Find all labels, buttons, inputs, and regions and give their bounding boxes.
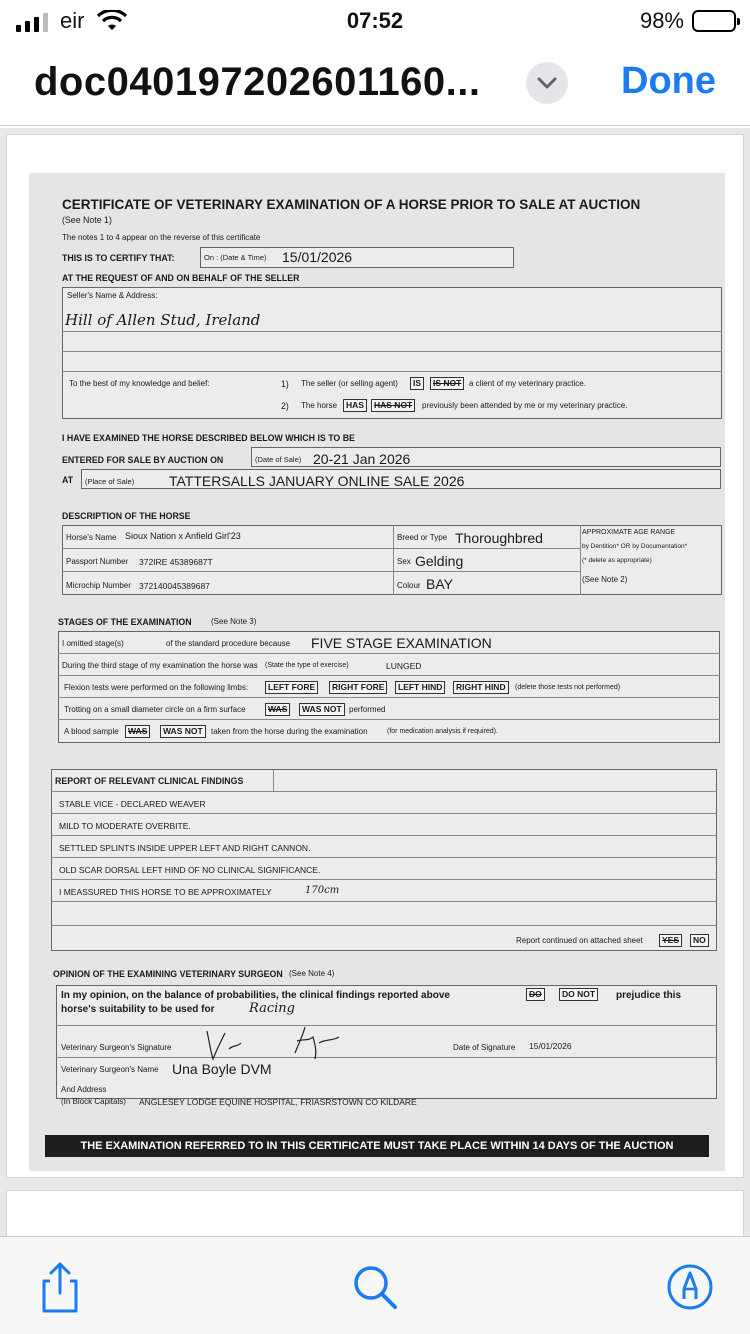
divider	[393, 525, 394, 595]
findings-heading: REPORT OF RELEVANT CLINICAL FINDINGS	[55, 776, 244, 786]
divider	[51, 879, 717, 880]
passport-label: Passport Number	[66, 557, 129, 566]
signature-image	[199, 1019, 349, 1063]
address-value: ANGLESEY LODGE EQUINE HOSPITAL, FRIASRSTOWN CO KILDARE	[139, 1097, 417, 1107]
sex-label: Sex	[397, 557, 411, 566]
divider	[58, 653, 720, 654]
colour-label: Colour	[397, 581, 421, 590]
seller-value: Hill of Allen Stud, Ireland	[65, 311, 261, 329]
description-heading: DESCRIPTION OF THE HORSE	[62, 511, 191, 521]
divider	[62, 331, 722, 332]
document-title: doc040197202601160...	[34, 60, 481, 104]
do-not-option: DO NOT	[559, 988, 598, 1001]
certificate-title: CERTIFICATE OF VETERINARY EXAMINATION OF A HORSE PRIOR TO SALE AT AUCTION	[62, 197, 641, 212]
certificate	[29, 173, 725, 1171]
omitted-label: of the standard procedure because	[166, 639, 291, 648]
scanned-certificate	[29, 173, 725, 1171]
horse-name-value: Sioux Nation x Anfield Girl'23	[125, 531, 241, 541]
knowledge-number: 1)	[281, 379, 289, 389]
breed-label: Breed or Type	[397, 533, 448, 542]
markup-button[interactable]	[662, 1259, 718, 1315]
divider	[56, 1057, 717, 1058]
done-button[interactable]: Done	[621, 60, 716, 102]
knowledge-text: a client of my veterinary practice.	[469, 379, 586, 388]
trot-was-not: WAS NOT	[299, 703, 345, 716]
date-of-sale-label: (Date of Sale)	[255, 455, 302, 464]
is-not-option-struck: IS NOT	[430, 377, 464, 390]
knowledge-number: 2)	[281, 401, 289, 411]
vet-name-label: Veterinary Surgeon's Name	[61, 1065, 159, 1074]
divider	[51, 813, 717, 814]
clock: 07:52	[346, 8, 404, 33]
yes-option-struck: YES	[659, 934, 682, 947]
address-label: (In Block Capitals)	[61, 1097, 126, 1106]
blood-was-not: WAS NOT	[160, 725, 206, 738]
on-date-value: 15/01/2026	[282, 249, 353, 265]
date-signature-label: Date of Signature	[453, 1043, 516, 1052]
address-label: And Address	[61, 1085, 107, 1094]
age-range-text: (See Note 2)	[582, 575, 628, 584]
divider	[62, 548, 580, 549]
breed-value: Thoroughbred	[455, 530, 543, 546]
blood-note: (for medication analysis if required).	[387, 728, 498, 735]
blood-end: taken from the horse during the examination	[211, 727, 368, 736]
divider	[273, 769, 274, 791]
finding-line: MILD TO MODERATE OVERBITE.	[59, 821, 191, 831]
divider	[580, 525, 581, 595]
has-option: HAS	[343, 399, 367, 412]
carrier-name: eir	[60, 8, 85, 33]
omitted-label: I omitted stage(s)	[62, 639, 124, 648]
examined-heading: I HAVE EXAMINED THE HORSE DESCRIBED BELOW WHICH IS TO BE	[62, 433, 355, 443]
divider	[51, 857, 717, 858]
divider	[56, 1025, 717, 1026]
search-icon	[347, 1259, 403, 1315]
divider	[58, 719, 720, 720]
knowledge-text: The horse	[301, 401, 338, 410]
at-label: AT	[62, 475, 74, 485]
document-page	[6, 134, 744, 1178]
divider	[51, 901, 717, 902]
colour-value: BAY	[426, 576, 453, 592]
divider	[58, 675, 720, 676]
trot-end: performed	[349, 705, 386, 714]
finding-line: I MEASSURED THIS HORSE TO BE APPROXIMATELY	[59, 887, 272, 897]
certify-label: THIS IS TO CERTIFY THAT:	[62, 253, 175, 263]
age-range-text: (* delete as appropriate)	[582, 557, 652, 564]
note-ref: (See Note 4)	[289, 969, 335, 978]
chevron-down-icon	[537, 77, 557, 89]
trot-label: Trotting on a small diameter circle on a firm surface	[64, 705, 246, 714]
bottom-toolbar	[0, 1236, 750, 1334]
place-label: (Place of Sale)	[85, 477, 135, 486]
report-continued: Report continued on attached sheet	[516, 936, 643, 945]
blood-was-struck: WAS	[125, 725, 150, 738]
note-ref: (See Note 3)	[211, 617, 257, 626]
findings-box	[51, 769, 717, 951]
status-bar	[0, 0, 750, 42]
navigation-bar	[0, 44, 750, 126]
knowledge-text: previously been attended by me or my veterinary practice.	[422, 401, 628, 410]
age-range-text: by Dentition* OR by Documentation*	[582, 543, 688, 550]
footer-banner: THE EXAMINATION REFERRED TO IN THIS CERTIFICATE MUST TAKE PLACE WITHIN 14 DAYS OF THE AUCTION	[45, 1135, 709, 1157]
divider	[51, 835, 717, 836]
has-not-option-struck: HAS NOT	[371, 399, 415, 412]
notes-line: The notes 1 to 4 appear on the reverse of this certificate	[62, 233, 261, 242]
date-signature-value: 15/01/2026	[529, 1041, 572, 1051]
divider	[51, 925, 717, 926]
note-ref: (See Note 1)	[62, 215, 112, 225]
markup-icon	[662, 1259, 718, 1315]
divider	[51, 791, 717, 792]
vet-name-value: Una Boyle DVM	[172, 1061, 272, 1077]
flexion-left-fore: LEFT FORE	[265, 681, 318, 694]
sex-value: Gelding	[415, 553, 464, 569]
passport-value: 372IRE 45389687T	[139, 557, 213, 567]
blood-label: A blood sample	[64, 727, 119, 736]
omitted-value: FIVE STAGE EXAMINATION	[311, 635, 492, 651]
finding-line: SETTLED SPLINTS INSIDE UPPER LEFT AND RIGHT CANNON.	[59, 843, 311, 853]
divider	[62, 351, 722, 352]
flexion-left-hind: LEFT HIND	[395, 681, 445, 694]
trot-was-struck: WAS	[265, 703, 290, 716]
knowledge-label: To the best of my knowledge and belief:	[69, 379, 210, 388]
microchip-label: Microchip Number	[66, 581, 131, 590]
flexion-right-fore: RIGHT FORE	[329, 681, 387, 694]
divider	[62, 371, 722, 372]
date-of-sale-value: 20-21 Jan 2026	[313, 451, 411, 467]
on-label: On : (Date & Time)	[204, 253, 267, 262]
share-button[interactable]	[32, 1259, 88, 1315]
opinion-heading: OPINION OF THE EXAMINING VETERINARY SURGEON	[53, 969, 283, 979]
flexion-note: (delete those tests not performed)	[515, 684, 621, 691]
divider	[58, 697, 720, 698]
divider	[62, 571, 580, 572]
title-menu-button[interactable]	[526, 62, 568, 104]
signature-label: Veterinary Surgeon's Signature	[61, 1043, 172, 1052]
battery-group	[640, 8, 736, 34]
do-option-struck: DO	[526, 988, 545, 1001]
is-option: IS	[410, 377, 424, 390]
seller-label: Seller's Name & Address:	[67, 291, 158, 300]
request-heading: AT THE REQUEST OF AND ON BEHALF OF THE SELLER	[62, 273, 300, 283]
used-for-value: Racing	[249, 1001, 295, 1016]
battery-icon	[692, 10, 736, 32]
no-option: NO	[690, 934, 709, 947]
opinion-text: horse's suitability to be used for	[61, 1004, 215, 1015]
age-range-text: APPROXIMATE AGE RANGE	[582, 529, 676, 536]
third-stage-note: (State the type of exercise)	[265, 662, 349, 669]
third-stage-value: LUNGED	[386, 661, 422, 671]
opinion-text: prejudice this	[616, 990, 682, 1001]
finding-line: STABLE VICE - DECLARED WEAVER	[59, 799, 206, 809]
horse-name-label: Horse's Name	[66, 533, 117, 542]
stages-heading: STAGES OF THE EXAMINATION	[58, 617, 192, 627]
third-stage-label: During the third stage of my examination the horse was	[62, 661, 258, 670]
search-button[interactable]	[347, 1259, 403, 1315]
finding-line: OLD SCAR DORSAL LEFT HIND OF NO CLINICAL SIGNIFICANCE.	[59, 865, 321, 875]
share-icon	[32, 1259, 88, 1315]
entered-label: ENTERED FOR SALE BY AUCTION ON	[62, 455, 224, 465]
flexion-label: Flexion tests were performed on the following limbs:	[64, 683, 249, 692]
opinion-text: In my opinion, on the balance of probabilities, the clinical findings reported above	[61, 990, 450, 1001]
flexion-right-hind: RIGHT HIND	[453, 681, 509, 694]
knowledge-text: The seller (or selling agent)	[301, 379, 398, 388]
battery-percent: 98%	[639, 8, 684, 33]
document-viewer[interactable]	[0, 128, 750, 1236]
place-value: TATTERSALLS JANUARY ONLINE SALE 2026	[169, 473, 465, 489]
opinion-box	[56, 985, 717, 1099]
microchip-value: 372140045389687	[139, 581, 210, 591]
measure-value: 170cm	[305, 885, 340, 896]
